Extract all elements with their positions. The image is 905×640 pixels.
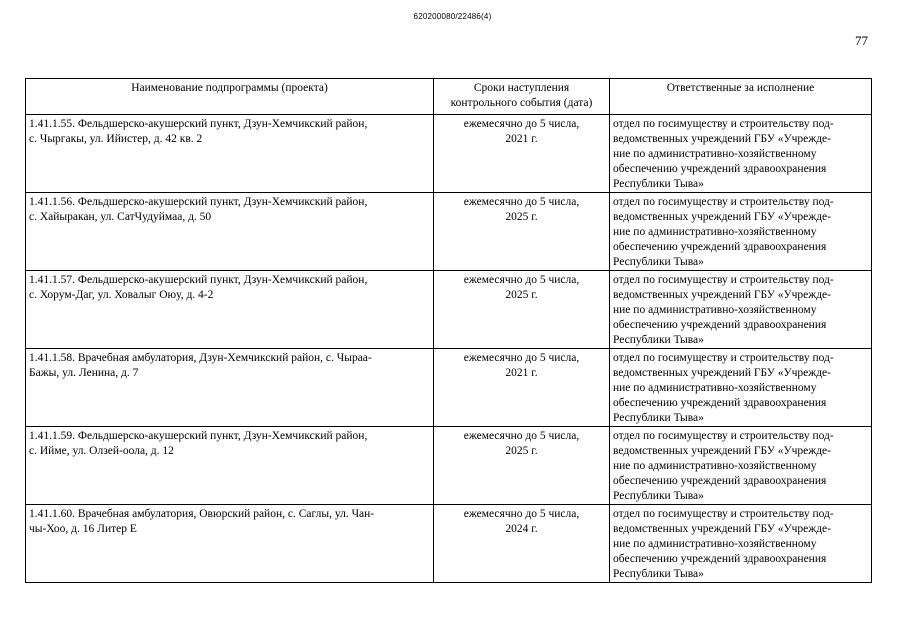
cell-deadline: ежемесячно до 5 числа, 2025 г. — [434, 193, 610, 271]
cell-project-name: 1.41.1.58. Врачебная амбулатория, Дзун-Хемчикский район, с. Чыраа- Бажы, ул. Ленина, д. 7 — [26, 349, 434, 427]
column-header-responsible: Ответственные за исполнение — [610, 79, 872, 115]
table-header-row — [26, 79, 872, 115]
table-row — [26, 115, 872, 193]
cell-project-name: 1.41.1.56. Фельдшерско-акушерский пункт, Дзун-Хемчикский район, с. Хайыракан, ул. СатЧудуймаа, д. 50 — [26, 193, 434, 271]
cell-project-name: 1.41.1.57. Фельдшерско-акушерский пункт, Дзун-Хемчикский район, с. Хорум-Даг, ул. Ховалыг Оюу, д. 4-2 — [26, 271, 434, 349]
column-header-deadline: Сроки наступления контрольного события (дата) — [434, 79, 610, 115]
cell-deadline: ежемесячно до 5 числа, 2025 г. — [434, 427, 610, 505]
table-row — [26, 505, 872, 583]
cell-responsible: отдел по госимуществу и строительству под- ведомственных учреждений ГБУ «Учрежде- ние по административно-хозяйственному обеспечению учреждений здравоохранения Республики Тыва» — [610, 427, 872, 505]
cell-responsible: отдел по госимуществу и строительству под- ведомственных учреждений ГБУ «Учрежде- ние по административно-хозяйственному обеспечению учреждений здравоохранения Республики Тыва» — [610, 193, 872, 271]
cell-deadline: ежемесячно до 5 числа, 2024 г. — [434, 505, 610, 583]
cell-project-name: 1.41.1.60. Врачебная амбулатория, Овюрский район, с. Саглы, ул. Чан- чы-Хоо, д. 16 Литер Е — [26, 505, 434, 583]
program-table — [25, 78, 872, 583]
cell-responsible: отдел по госимуществу и строительству под- ведомственных учреждений ГБУ «Учрежде- ние по административно-хозяйственному обеспечению учреждений здравоохранения Республики Тыва» — [610, 115, 872, 193]
table-row — [26, 427, 872, 505]
table-row — [26, 193, 872, 271]
cell-deadline: ежемесячно до 5 числа, 2025 г. — [434, 271, 610, 349]
cell-deadline: ежемесячно до 5 числа, 2021 г. — [434, 115, 610, 193]
document-id: 620200080/22486(4) — [413, 12, 492, 21]
cell-responsible: отдел по госимуществу и строительству под- ведомственных учреждений ГБУ «Учрежде- ние по административно-хозяйственному обеспечению учреждений здравоохранения Республики Тыва» — [610, 505, 872, 583]
cell-deadline: ежемесячно до 5 числа, 2021 г. — [434, 349, 610, 427]
cell-project-name: 1.41.1.59. Фельдшерско-акушерский пункт, Дзун-Хемчикский район, с. Ийме, ул. Олзей-оола, д. 12 — [26, 427, 434, 505]
cell-responsible: отдел по госимуществу и строительству под- ведомственных учреждений ГБУ «Учрежде- ние по административно-хозяйственному обеспечению учреждений здравоохранения Республики Тыва» — [610, 349, 872, 427]
column-header-name: Наименование подпрограммы (проекта) — [26, 79, 434, 115]
table-row — [26, 349, 872, 427]
cell-responsible: отдел по госимуществу и строительству под- ведомственных учреждений ГБУ «Учрежде- ние по административно-хозяйственному обеспечению учреждений здравоохранения Республики Тыва» — [610, 271, 872, 349]
page-number: 77 — [855, 33, 868, 48]
table-row — [26, 271, 872, 349]
cell-project-name: 1.41.1.55. Фельдшерско-акушерский пункт, Дзун-Хемчикский район, с. Чыргакы, ул. Ийистер, д. 42 кв. 2 — [26, 115, 434, 193]
